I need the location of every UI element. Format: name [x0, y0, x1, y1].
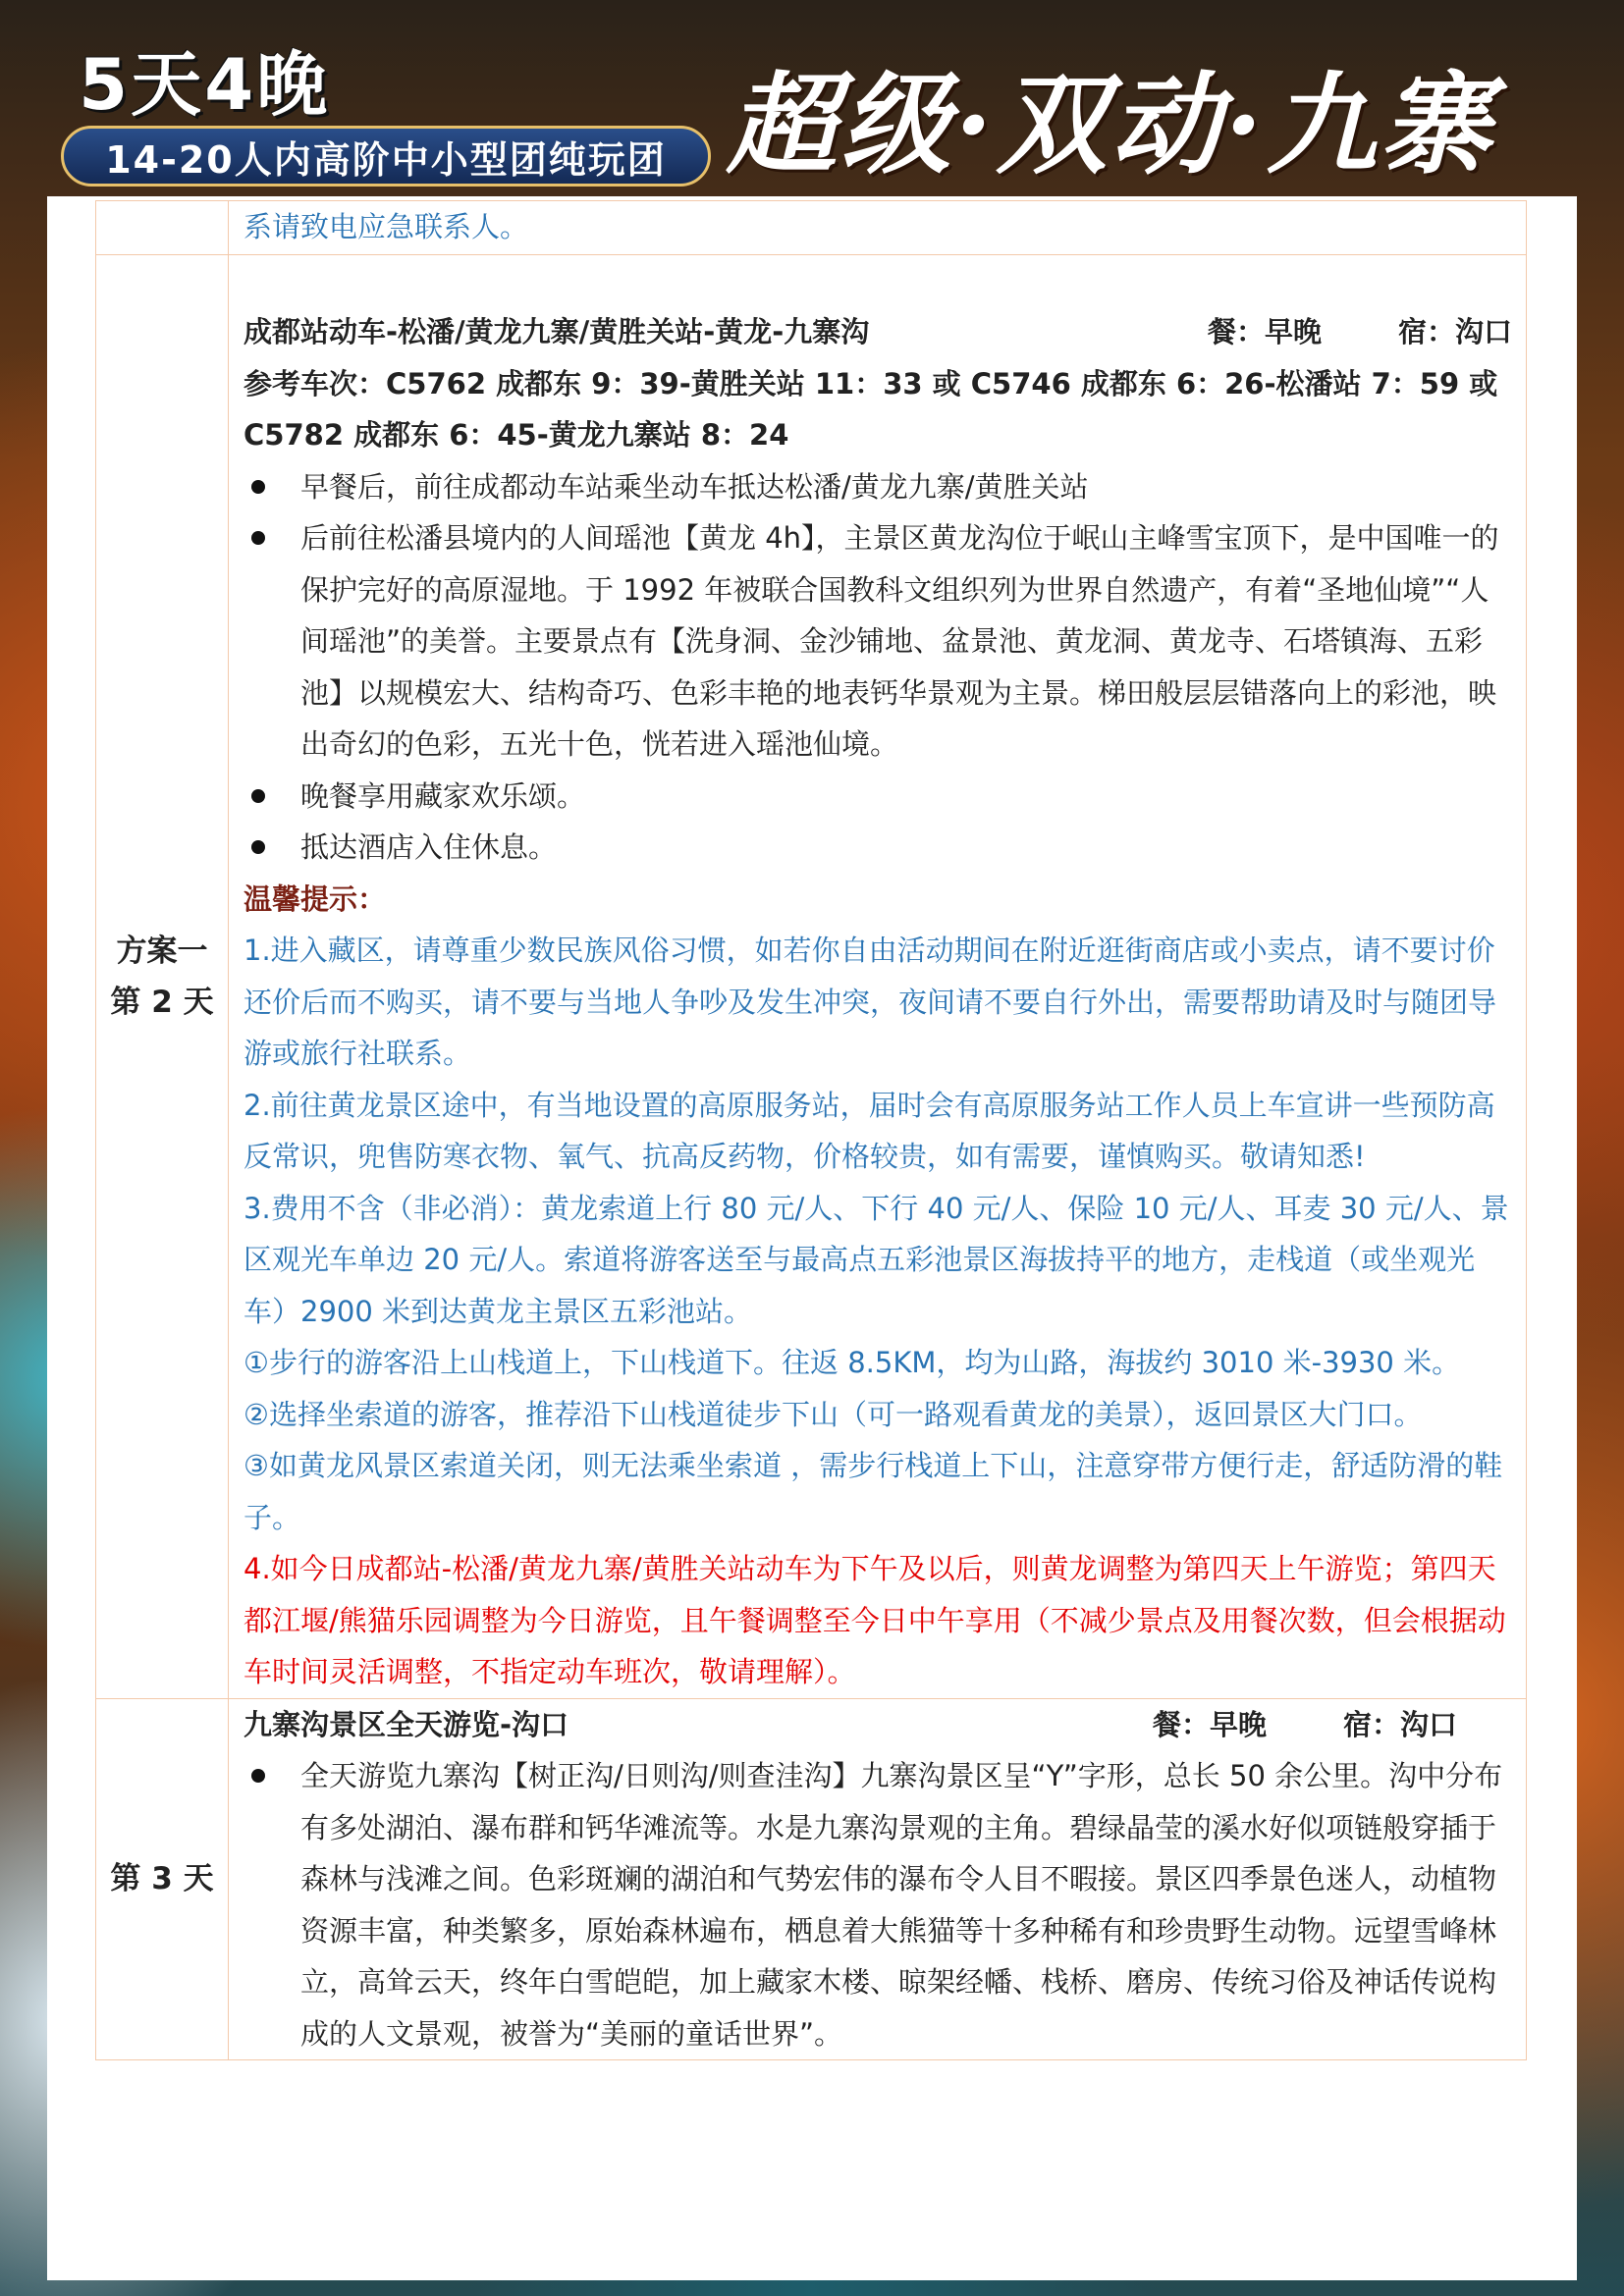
- day-cell-day2: [96, 255, 229, 1699]
- continued-text: [229, 201, 1527, 255]
- spacer: [244, 255, 1512, 306]
- trip-duration: 5天4晚: [79, 43, 331, 126]
- day-cell-day3: [96, 1698, 229, 2060]
- meal-info: 餐：早晚: [1152, 1707, 1267, 1741]
- tip-paragraph: 2.前往黄龙景区途中，有当地设置的高原服务站，届时会有高原服务站工作人员上车宣讲一些预防高反常识，兜售防寒衣物、氧气、抗高反药物，价格较贵，如有需要，谨慎购买。敬请知悉!: [244, 1088, 1495, 1173]
- list-item: 抵达酒店入住休息。: [244, 822, 1512, 874]
- itinerary-table: [95, 200, 1527, 2060]
- meal-stay: [1208, 306, 1512, 358]
- stay-info: 宿：沟口: [1397, 315, 1512, 348]
- route-line: [244, 1699, 1512, 1751]
- day3-activities: [244, 1750, 1512, 2059]
- meal-info: 餐：早晚: [1207, 315, 1322, 348]
- route-title: 成都站动车-松潘/黄龙九寨/黄胜关站-黄龙-九寨沟: [244, 315, 870, 348]
- tip-paragraph: 1.进入藏区，请尊重少数民族风俗习惯，如若你自由活动期间在附近逛街商店或小卖点，请不要讨价还价后而不购买，请不要与当地人争吵及发生冲突，夜间请不要自行外出，需要帮助请及时与随团导游或旅行社联系。: [244, 934, 1497, 1070]
- day2-activities: [244, 461, 1512, 874]
- table-row: [96, 255, 1527, 1699]
- list-item: 全天游览九寨沟【树正沟/日则沟/则查洼沟】九寨沟景区呈“Y”字形，总长 50 余公里。沟中分布有多处湖泊、瀑布群和钙华滩流等。水是九寨沟景观的主角。碧绿晶莹的溪水好似项链般穿插于森林与浅滩之间。色彩斑斓的湖泊和气势宏伟的瀑布令人目不暇接。景区四季景色迷人，动植物资源丰富，种类繁多，原始森林遍布，栖息着大熊猫等十多种稀有和珍贵野生动物。远望雪峰林立，高耸云天，终年白雪皑皑，加上藏家木楼、晾架经幡、栈桥、磨房、传统习俗及神话传说构成的人文景观，被誉为“美丽的童话世界”。: [244, 1750, 1512, 2059]
- day3-content: [229, 1698, 1527, 2060]
- list-item: 后前往松潘县境内的人间瑶池【黄龙 4h】，主景区黄龙沟位于岷山主峰雪宝顶下，是中国唯一的保护完好的高原湿地。于 1992 年被联合国教科文组织列为世界自然遗产，有着“圣地仙境”“人间瑶池”的美誉。主要景点有【洗身洞、金沙铺地、盆景池、黄龙洞、黄龙寺、石塔镇海、五彩池】以规模宏大、结构奇巧、色彩丰艳的地表钙华景观为主景。梯田般层层错落向上的彩池，映出奇幻的色彩，五光十色，恍若进入瑶池仙境。: [244, 512, 1512, 771]
- tip-paragraph: ①步行的游客沿上山栈道上，下山栈道下。往返 8.5KM，均为山路，海拔约 3010 米-3930 米。: [244, 1346, 1461, 1379]
- tip-paragraph: ③如黄龙风景区索道关闭，则无法乘坐索道 ，需步行栈道上下山，注意穿带方便行走，舒适防滑的鞋子。: [244, 1449, 1503, 1534]
- plan-label: 方案一: [116, 933, 208, 969]
- table-row: [96, 1698, 1527, 2060]
- tip-paragraph: 3.费用不含（非必消）：黄龙索道上行 80 元/人、下行 40 元/人、保险 10 元/人、耳麦 30 元/人、景区观光车单边 20 元/人。索道将游客送至与最高点五彩池景区海拔持平的地方，走栈道（或坐观光车）2900 米到达黄龙主景区五彩池站。: [244, 1191, 1509, 1328]
- table-row: [96, 201, 1527, 255]
- day-cell-empty: [96, 201, 229, 255]
- meal-stay: [1153, 1699, 1457, 1751]
- tips-title: 温馨提示：: [244, 881, 387, 916]
- route-line: [244, 306, 1512, 358]
- schedule-change-note: 4.如今日成都站-松潘/黄龙九寨/黄胜关站动车为下午及以后，则黄龙调整为第四天上午游览；第四天都江堰/熊猫乐园调整为今日游览，且午餐调整至今日中午享用（不减少景点及用餐次数，但会根据动车时间灵活调整，不指定动车班次，敬请理解）。: [244, 1552, 1506, 1688]
- day2-content: [229, 255, 1527, 1699]
- route-title: 九寨沟景区全天游览-沟口: [244, 1707, 569, 1741]
- continued-line: 系请致电应急联系人。: [244, 210, 529, 243]
- day-label: 第 2 天: [110, 984, 214, 1020]
- train-reference: 参考车次：C5762 成都东 9：39-黄胜关站 11：33 或 C5746 成都东 6：26-松潘站 7：59 或 C5782 成都东 6：45-黄龙九寨站 8：24: [244, 366, 1498, 452]
- list-item: 早餐后，前往成都动车站乘坐动车抵达松潘/黄龙九寨/黄胜关站: [244, 461, 1512, 513]
- list-item: 晚餐享用藏家欢乐颂。: [244, 771, 1512, 823]
- brand-title: 超级·双动·九寨: [727, 61, 1494, 189]
- stay-info: 宿：沟口: [1342, 1707, 1457, 1741]
- group-badge: 14-20人内高阶中小型团纯玩团: [61, 126, 711, 187]
- tip-paragraph: ②选择坐索道的游客，推荐沿下山栈道徒步下山（可一路观看黄龙的美景），返回景区大门口。: [244, 1397, 1423, 1431]
- day-label: 第 3 天: [110, 1861, 214, 1897]
- header-banner: [0, 0, 1624, 206]
